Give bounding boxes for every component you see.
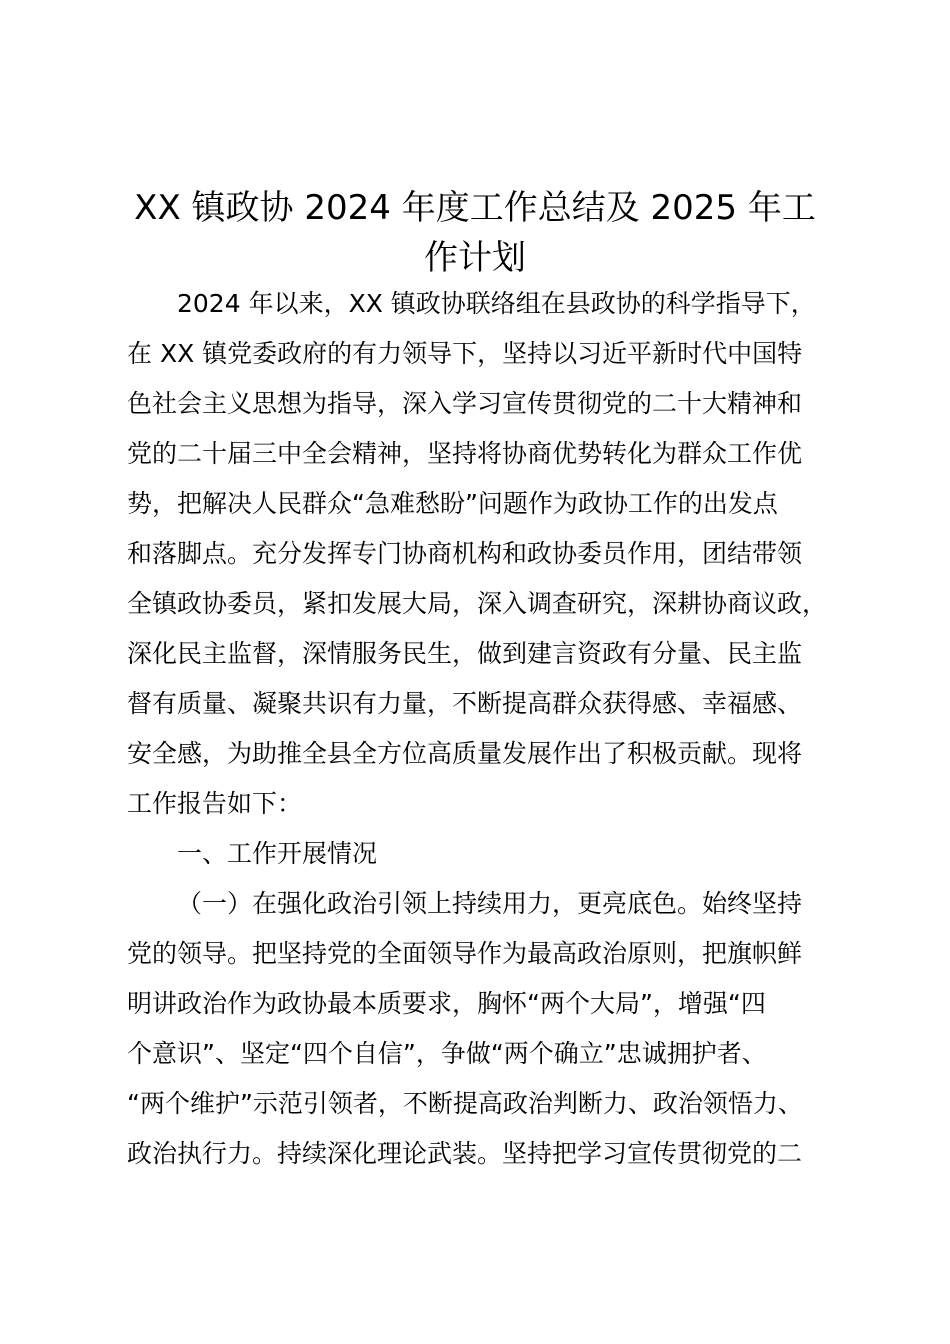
paragraph-line: 政治执行力。持续深化理论武装。坚持把学习宣传贯彻党的二 xyxy=(127,1139,803,1168)
paragraph-line: 全镇政协委员，紧扣发展大局，深入调查研究，深耕协商议政， xyxy=(127,589,828,618)
document-title-line-2: 作计划 xyxy=(424,238,526,278)
paragraph-line: （一）在强化政治引领上持续用力，更亮底色。始终坚持 xyxy=(177,889,803,918)
paragraph-line: 明讲政治作为政协最本质要求，胸怀“两个大局”，增强“四 xyxy=(127,989,766,1018)
paragraph-line: 2024 年以来，XX 镇政协联络组在县政协的科学指导下， xyxy=(177,289,816,318)
paragraph-line: 深化民主监督，深情服务民生，做到建言资政有分量、民主监 xyxy=(127,639,803,668)
paragraph-line: 工作报告如下： xyxy=(127,789,303,818)
paragraph-line: 安全感，为助推全县全方位高质量发展作出了积极贡献。现将 xyxy=(127,739,803,768)
paragraph-line: 党的二十届三中全会精神，坚持将协商优势转化为群众工作优 xyxy=(127,439,803,468)
paragraph-line: “两个维护”示范引领者，不断提高政治判断力、政治领悟力、 xyxy=(127,1089,803,1118)
paragraph-line: 个意识”、坚定“四个自信”，争做“两个确立”忠诚拥护者、 xyxy=(127,1039,767,1068)
paragraph-line: 党的领导。把坚持党的全面领导作为最高政治原则，把旗帜鲜 xyxy=(127,939,803,968)
paragraph-line: 在 XX 镇党委政府的有力领导下，坚持以习近平新时代中国特 xyxy=(127,339,803,368)
document-title-line-1: XX 镇政协 2024 年度工作总结及 2025 年工 xyxy=(134,188,816,228)
section-heading: 一、工作开展情况 xyxy=(177,839,378,868)
paragraph-line: 色社会主义思想为指导，深入学习宣传贯彻党的二十大精神和 xyxy=(127,389,803,418)
paragraph-line: 势，把解决人民群众“急难愁盼”问题作为政协工作的出发点 xyxy=(127,489,778,518)
paragraph-line: 督有质量、凝聚共识有力量，不断提高群众获得感、幸福感、 xyxy=(127,689,803,718)
paragraph-line: 和落脚点。充分发挥专门协商机构和政协委员作用，团结带领 xyxy=(127,539,803,568)
